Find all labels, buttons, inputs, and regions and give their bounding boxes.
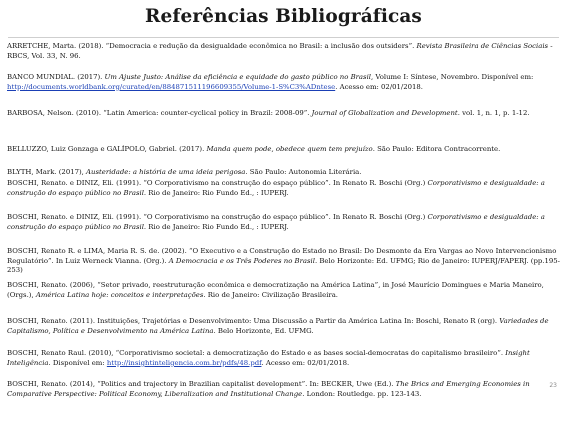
reference-text: . São Paulo: Editora Contracorrente. [372,145,501,153]
reference-source: Journal of Globalization and Development [311,109,458,117]
reference-text: , Volume I: Síntese, Novembro. Disponível em: [371,73,534,81]
page-title: Referências Bibliográficas [145,6,422,27]
reference-source: The Brics and Emerging Economies in Comparative Perspective: Political Economy, Liberalization and Institutional Change [7,380,530,398]
reference-text: BOSCHI, Renato. (2014), “Politics and trajectory in Brazilian capitalist development”. In: BECKER, Uwe (Ed.). [7,380,396,388]
reference-text: BELLUZZO, Luiz Gonzaga e GALÍPOLO, Gabriel. (2017). [7,145,207,153]
reference-source: Um Ajuste Justo: Análise da eficiência e equidade do gasto público no Brasil [104,73,371,81]
reference-text: . Acesso em: 02/01/2018. [261,358,350,367]
page-number: 23 [549,382,557,389]
reference-item [7,168,560,178]
reference-text: ARRETCHE, Marta. (2018). “Democracia e redução da desigualdade econômica no Brasil: a inclusão dos outsiders”. [7,42,417,50]
reference-item [7,213,560,232]
reference-text: BARBOSA, Nelson. (2010). “Latin America: counter-cyclical policy in Brazil: 2008-09”. [7,109,312,117]
title-divider [8,37,559,38]
reference-item [7,179,560,198]
reference-item [7,281,560,300]
reference-text: BOSCHI, Renato Raul. (2010), “Corporativismo societal: a democratização do Estado e as bases social-democratas do capitalismo brasileiro”. [7,349,506,357]
reference-item [7,42,560,61]
reference-text: . Disponível em: [48,358,107,367]
reference-text: . Acesso em: 02/01/2018. [335,82,423,91]
reference-text: - RBCS, Vol. 33, N. 96. [7,42,553,60]
reference-source: A Democracia e os Três Poderes no Brasil [168,256,315,265]
reference-text: . London: Routledge. pp. 123-143. [302,389,422,398]
reference-text: . Rio de Janeiro: Civilização Brasileira. [203,290,339,299]
reference-text: . São Paulo: Autonomia Literária. [245,168,362,176]
reference-link[interactable]: http://documents.worldbank.org/curated/en/884871511196609355/Volume-1-S%C3%ADntese [7,82,336,91]
reference-item [7,247,560,276]
reference-text: BOSCHI, Renato. (2006), “Setor privado, reestruturação econômica e democratização na América Latina”, in José Maurício Domingues e Maria Maneiro, (Orgs.), [7,281,544,299]
reference-item [7,109,560,119]
reference-text: . Rio de Janeiro: Rio Fundo Ed., : IUPERJ. [143,188,289,197]
reference-source: Austeridade: a história de uma ideia perigosa [86,168,246,176]
reference-source: Revista Brasileira de Ciências Sociais [416,42,549,50]
reference-source: Manda quem pode, obedece quem tem prejuízo [206,145,373,153]
reference-item [7,73,560,92]
reference-source: Corporativismo e desigualdade: a construção do espaço público no Brasil [7,213,545,231]
reference-text: BLYTH, Mark. (2017), [7,168,87,176]
reference-text: . vol. 1, n. 1, p. 1-12. [457,109,530,117]
reference-text: . Belo Horizonte, Ed. UFMG. [213,326,314,335]
reference-item [7,380,560,399]
reference-source: América Latina hoje: conceitos e interpretações [35,290,204,299]
reference-source: Corporativismo e desigualdade: a construção do espaço público no Brasil [7,179,545,197]
reference-text: BOSCHI, Renato. e DINIZ, Eli. (1991). “O Corporativismo na construção do espaço público”. In Renato R. Boschi (Org.) [7,179,428,187]
reference-item [7,145,560,155]
reference-link[interactable]: http://insightinteligencia.com.br/pdfs/48.pdf [106,358,262,367]
reference-text: BOSCHI, Renato. (2011). Instituições, Trajetórias e Desenvolvimento: Uma Discussão a Partir da América Latina In: Boschi, Renato R (org). [7,317,500,325]
reference-text: BANCO MUNDIAL. (2017). [7,73,105,81]
reference-item [7,349,560,368]
reference-text: . Belo Horizonte: Ed. UFMG; Rio de Janeiro: IUPERJ/FAPERJ. (pp.195-253) [7,256,560,275]
reference-item [7,317,560,336]
reference-source: Variedades de Capitalismo, Política e Desenvolvimento na América Latina [7,317,549,335]
reference-source: Insight Inteligência [7,349,530,367]
reference-text: BOSCHI, Renato. e DINIZ, Eli. (1991). “O Corporativismo na construção do espaço público”. In Renato R. Boschi (Org.) [7,213,428,221]
reference-text: . Rio de Janeiro: Rio Fundo Ed., : IUPERJ. [143,222,289,231]
reference-text: BOSCHI, Renato R. e LIMA, Maria R. S. de. (2002). “O Executivo e a Construção do Estado no Brasil: Do Desmonte da Era Vargas ao Novo Intervencionismo Regulatório”. In Luiz Werneck Vianna. (Org.). [7,247,557,265]
